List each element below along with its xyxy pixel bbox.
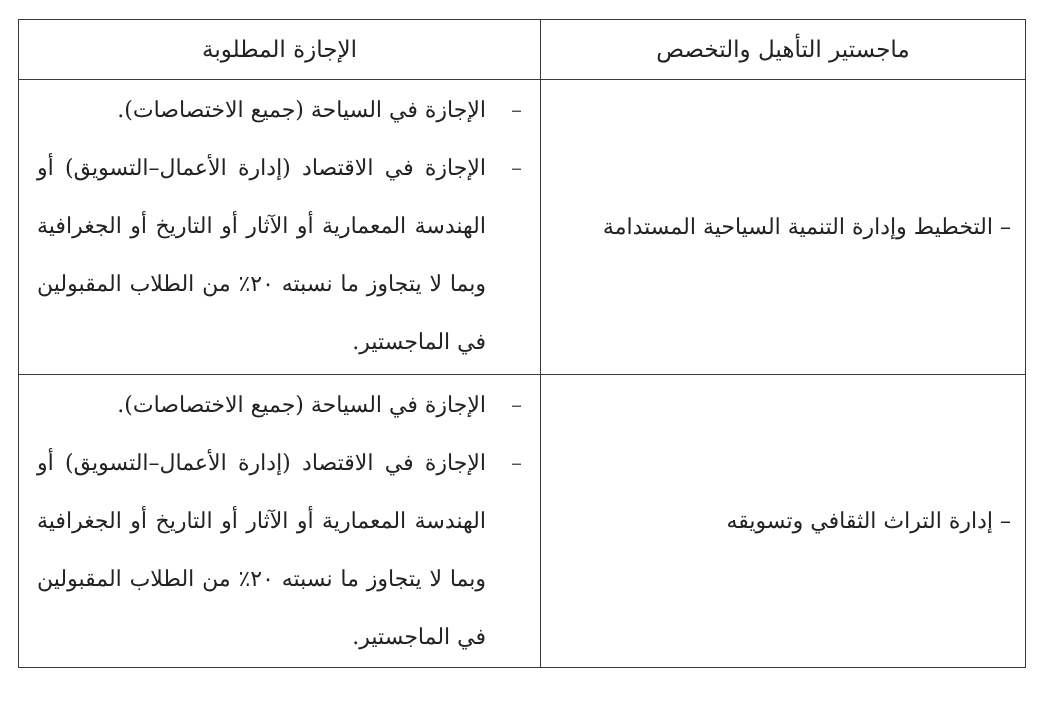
table-row	[19, 80, 1026, 375]
table-header-row	[19, 20, 1026, 80]
requirement-text: الإجازة في السياحة (جميع الاختصاصات).	[117, 393, 486, 418]
requirement-text: الإجازة في الاقتصاد (إدارة الأعمال–التسويق) أو الهندسة المعمارية أو الآثار أو التاريخ أو الجغرافية وبما لا يتجاوز ما نسبته ٢٠٪ من الطلاب المقبولين في الماجستير.	[37, 451, 486, 650]
list-item	[37, 435, 528, 667]
requirement-cell	[19, 80, 541, 375]
header-requirement: الإجازة المطلوبة	[19, 20, 541, 80]
requirement-list	[37, 377, 528, 667]
bullet-dash: –	[511, 451, 522, 476]
header-specialization: ماجستير التأهيل والتخصص	[541, 20, 1026, 80]
bullet-dash: –	[511, 98, 522, 123]
bullet-dash: –	[511, 156, 522, 181]
list-item	[37, 140, 528, 372]
list-item	[37, 377, 528, 435]
requirement-text: الإجازة في السياحة (جميع الاختصاصات).	[117, 98, 486, 123]
list-item	[37, 82, 528, 140]
bullet-dash: –	[511, 393, 522, 418]
specialization-cell: – إدارة التراث الثقافي وتسويقه	[541, 375, 1026, 668]
degree-requirements-table	[18, 19, 1026, 668]
table-row	[19, 375, 1026, 668]
specialization-cell: – التخطيط وإدارة التنمية السياحية المستدامة	[541, 80, 1026, 375]
requirement-list	[37, 82, 528, 372]
requirement-text: الإجازة في الاقتصاد (إدارة الأعمال–التسويق) أو الهندسة المعمارية أو الآثار أو التاريخ أو الجغرافية وبما لا يتجاوز ما نسبته ٢٠٪ من الطلاب المقبولين في الماجستير.	[37, 156, 486, 355]
requirement-cell	[19, 375, 541, 668]
